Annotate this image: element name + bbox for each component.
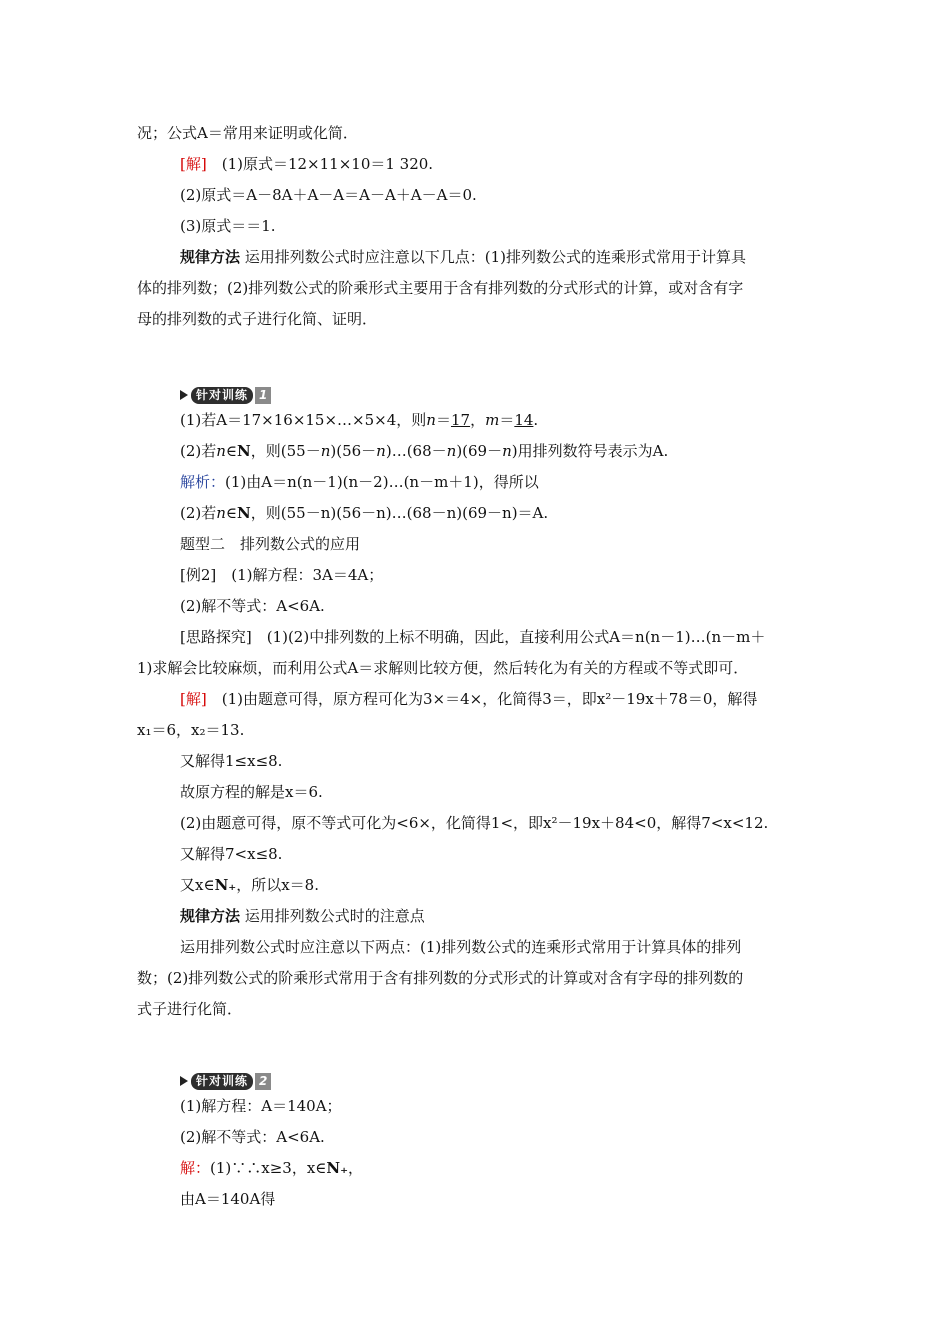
- solution-line: [解] (1)原式＝12×11×10＝1 320.: [180, 155, 434, 173]
- solution-tag: 解：: [180, 1159, 211, 1177]
- analysis-tag: 解析：: [180, 473, 226, 491]
- analysis-line: 解析：(1)由A＝n(n－1)(n－2)…(n－m＋1)，得所以: [180, 473, 539, 491]
- text-line: (3)原式＝＝1.: [180, 217, 276, 235]
- text-line: 母的排列数的式子进行化简、证明．: [137, 310, 378, 328]
- solution-tag: [解]: [180, 155, 207, 173]
- text-line: 数；(2)排列数公式的阶乘形式常用于含有排列数的分式形式的计算或对含有字母的排列数的: [137, 969, 744, 987]
- answer-n: 17: [450, 411, 471, 429]
- arrow-icon: [180, 390, 188, 400]
- text-line: 故原方程的解是x＝6.: [180, 783, 323, 801]
- example-line: (2)解不等式：A<6A.: [180, 597, 325, 615]
- text-line: 1)求解会比较麻烦，而利用公式A＝求解则比较方便，然后转化为有关的方程或不等式即可．: [137, 659, 749, 677]
- text-line: (2)若n∈N，则(55－n)(56－n)…(68－n)(69－n)＝A.: [180, 504, 549, 522]
- text-line: (2)原式＝A－8A＋A－A＝A－A＋A－A＝0.: [180, 186, 477, 204]
- example-line: [例2] (1)解方程：3A＝4A；: [180, 566, 384, 584]
- section-heading: 题型二 排列数公式的应用: [180, 535, 361, 553]
- text-line: 式子进行化简．: [137, 1000, 243, 1018]
- text-line: 又x∈N₊，所以x＝8.: [180, 876, 319, 894]
- solution-tag: [解]: [180, 690, 207, 708]
- text-line: 又解得7<x≤8.: [180, 845, 283, 863]
- exercise-line: (1)若A＝17×16×15×…×5×4，则n＝17，m＝14.: [180, 411, 539, 429]
- arrow-icon: [180, 1076, 188, 1086]
- text-line: [思路探究] (1)(2)中排列数的上标不明确，因此，直接利用公式A＝n(n－1)…(n－m＋: [180, 628, 766, 646]
- text-line: x₁＝6，x₂＝13.: [137, 721, 245, 739]
- practice-badge-2: 针对训练 2: [180, 1072, 271, 1090]
- exercise-line: (2)若n∈N，则(55－n)(56－n)…(68－n)(69－n)用排列数符号表示为A.: [180, 442, 669, 460]
- exercise-line: (2)解不等式：A<6A.: [180, 1128, 325, 1146]
- method-tag: 规律方法: [180, 907, 241, 925]
- method-line: 规律方法 运用排列数公式时的注意点: [180, 907, 425, 925]
- solution-line: [解] (1)由题意可得，原方程可化为3×＝4×，化简得3＝，即x²－19x＋78＝0，解得: [180, 690, 758, 708]
- text-line: 况；公式A＝常用来证明或化简．: [137, 124, 358, 142]
- method-line: 规律方法 运用排列数公式时应注意以下几点：(1)排列数公式的连乘形式常用于计算具: [180, 248, 747, 266]
- text-line: 运用排列数公式时应注意以下两点：(1)排列数公式的连乘形式常用于计算具体的排列: [180, 938, 742, 956]
- practice-badge-1: 针对训练 1: [180, 386, 271, 404]
- exercise-line: (1)解方程：A＝140A；: [180, 1097, 342, 1115]
- answer-m: 14: [514, 411, 534, 429]
- text-line: 体的排列数；(2)排列数公式的阶乘形式主要用于含有排列数的分式形式的计算，或对含有字: [137, 279, 744, 297]
- text-line: (2)由题意可得，原不等式可化为<6×，化简得1<，即x²－19x＋84<0，解得7<x<12.: [180, 814, 769, 832]
- method-tag: 规律方法: [180, 248, 241, 266]
- text-line: 由A＝140A得: [180, 1190, 276, 1208]
- text-line: 又解得1≤x≤8.: [180, 752, 283, 770]
- solution-line: 解：(1)∵∴x≥3，x∈N₊，: [180, 1159, 364, 1177]
